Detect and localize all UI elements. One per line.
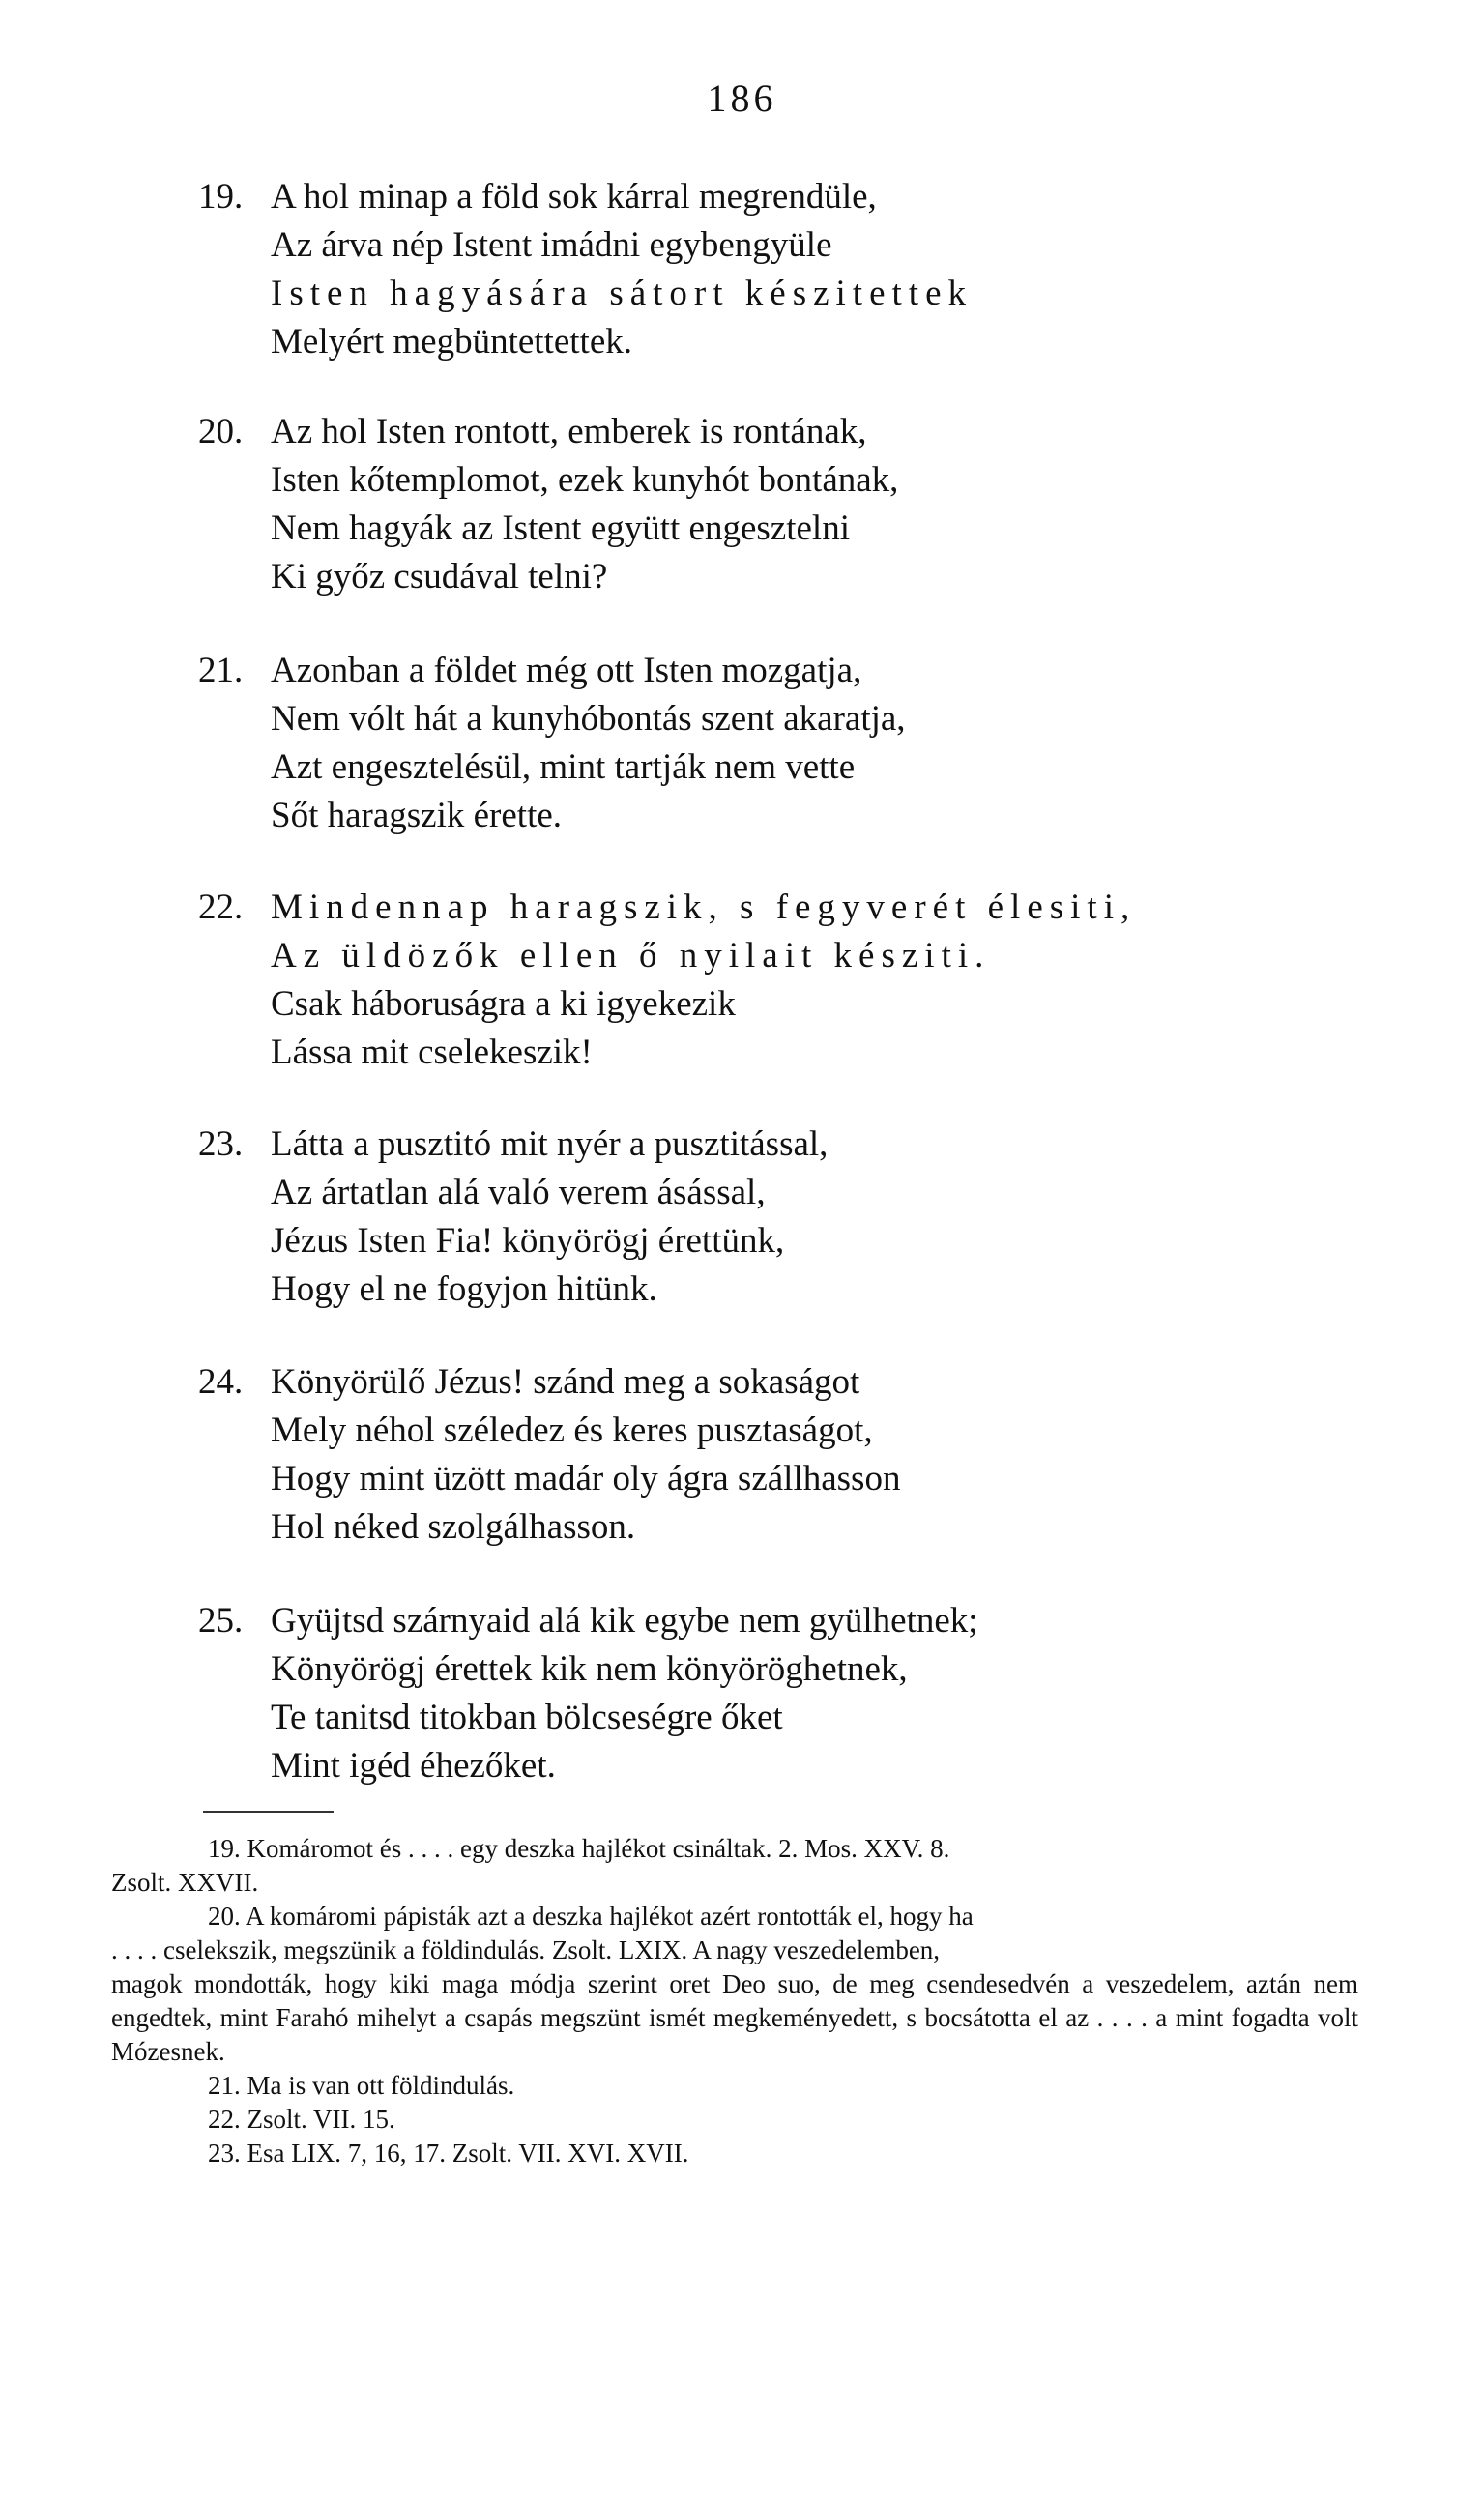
stanza-19 [198,173,1358,366]
verse-text: Nem vólt hát a kunyhóbontás szent akaratja, [271,699,906,739]
verse-line [198,1407,1358,1455]
footnote-23: 23. Esa LIX. 7, 16, 17. Zsolt. VII. XVI. XVII. [208,2138,689,2167]
stanza-number: 25. [198,1601,244,1641]
stanza-number: 21. [198,651,244,690]
verse-line [198,1742,1358,1790]
verse-text: Lássa mit cselekeszik! [271,1033,593,1072]
verse-line [198,1645,1358,1694]
stanza-number: 23. [198,1124,244,1164]
verse-line [198,318,1358,366]
verse-line [198,743,1358,792]
verse-text: Az árva nép Istent imádni egybengyüle [271,225,832,265]
footnote-20: 20. A komáromi pápisták azt a deszka hajlékot azért rontották el, hogy ha [208,1902,974,1931]
verse-line [198,456,1358,505]
verse-text: Sőt haragszik érette. [271,796,563,835]
stanza-22 [198,884,1358,1077]
verse-text: Az ártatlan alá való verem ásással, [271,1173,766,1212]
verse-line [198,792,1358,840]
verse-line [198,1169,1358,1217]
footnote-19-cont: Zsolt. XXVII. [111,1868,259,1897]
footnote-20-cont: magok mondották, hogy kiki maga módja szerint oret Deo suo, de meg csendesedvén a veszedelem, aztán nem engedtek, mint Farahó mihelyt a csapás megszünt ismét megkeményedett, s bocsátotta el az . . . . a mint fogadta volt Mózesnek. [111,1969,1358,2066]
verse-line [198,932,1358,980]
footnote-divider [203,1811,334,1813]
verse-line [198,1358,1358,1407]
verse-line [198,1503,1358,1552]
verse-line [198,553,1358,601]
verse-text: Nem hagyák az Istent együtt engesztelni [271,509,850,548]
verse-line [198,408,1358,456]
verse-text: Csak háboruságra a ki igyekezik [271,984,736,1024]
stanza-20 [198,408,1358,601]
verse-text: Mindennap haragszik, s fegyverét élesiti, [271,887,1137,927]
verse-line [198,1029,1358,1077]
verse-line [198,1120,1358,1169]
verse-text: Az hol Isten rontott, emberek is rontának, [271,412,867,451]
verse-line [198,980,1358,1029]
verse-text: A hol minap a föld sok kárral megrendüle, [271,177,877,217]
verse-line [198,1217,1358,1266]
footnote-21: 21. Ma is van ott földindulás. [208,2071,515,2100]
verse-text: Te tanitsd titokban bölcseségre őket [271,1698,783,1737]
verse-text: Jézus Isten Fia! könyörögj érettünk, [271,1221,785,1261]
verse-line [198,270,1358,318]
verse-line [198,221,1358,270]
verse-text: Hogy el ne fogyjon hitünk. [271,1269,657,1309]
stanza-23 [198,1120,1358,1314]
verse-text: Könyörögj érettek kik nem könyöröghetnek, [271,1649,908,1689]
stanza-24 [198,1358,1358,1552]
verse-line [198,647,1358,695]
verse-text: Mely néhol széledez és keres pusztaságot, [271,1411,873,1450]
verse-line [198,173,1358,221]
footnote-19: 19. Komáromot és . . . . egy deszka hajlékot csináltak. 2. Mos. XXV. 8. [208,1834,950,1863]
stanza-number: 22. [198,887,244,927]
verse-text: Azt engesztelésül, mint tartják nem vette [271,747,856,787]
verse-text: Isten kőtemplomot, ezek kunyhót bontának, [271,460,899,500]
verse-text: Könyörülő Jézus! szánd meg a sokaságot [271,1362,860,1402]
footnotes [111,1832,1358,2170]
verse-text: Mint igéd éhezőket. [271,1746,556,1786]
verse-line [198,1694,1358,1742]
stanza-25 [198,1597,1358,1790]
verse-text: Hogy mint üzött madár oly ágra szállhasson [271,1459,901,1498]
stanza-number: 24. [198,1362,244,1402]
verse-text: Hol néked szolgálhasson. [271,1507,636,1547]
verse-text: Azonban a földet még ott Isten mozgatja, [271,651,862,690]
verse-line [198,1597,1358,1645]
verse-text: Gyüjtsd szárnyaid alá kik egybe nem gyülhetnek; [271,1601,978,1641]
stanza-21 [198,647,1358,840]
stanza-number: 19. [198,177,244,217]
verse-line [198,1455,1358,1503]
verse-text: Látta a pusztitó mit nyér a pusztitással, [271,1124,829,1164]
verse-text: Melyért megbüntettettek. [271,322,632,362]
verse-line [198,884,1358,932]
verse-text: Az üldözők ellen ő nyilait késziti. [271,936,991,975]
stanza-number: 20. [198,412,244,451]
footnote-22: 22. Zsolt. VII. 15. [208,2105,395,2134]
page-number: 186 [707,76,777,120]
verse-line [198,695,1358,743]
verse-text: Isten hagyására sátort készitettek [271,274,973,313]
verse-line [198,505,1358,553]
footnote-20-cont: . . . . cselekszik, megszünik a földindulás. Zsolt. LXIX. A nagy veszedelemben, [111,1935,941,1964]
verse-line [198,1266,1358,1314]
verse-text: Ki győz csudával telni? [271,557,608,596]
